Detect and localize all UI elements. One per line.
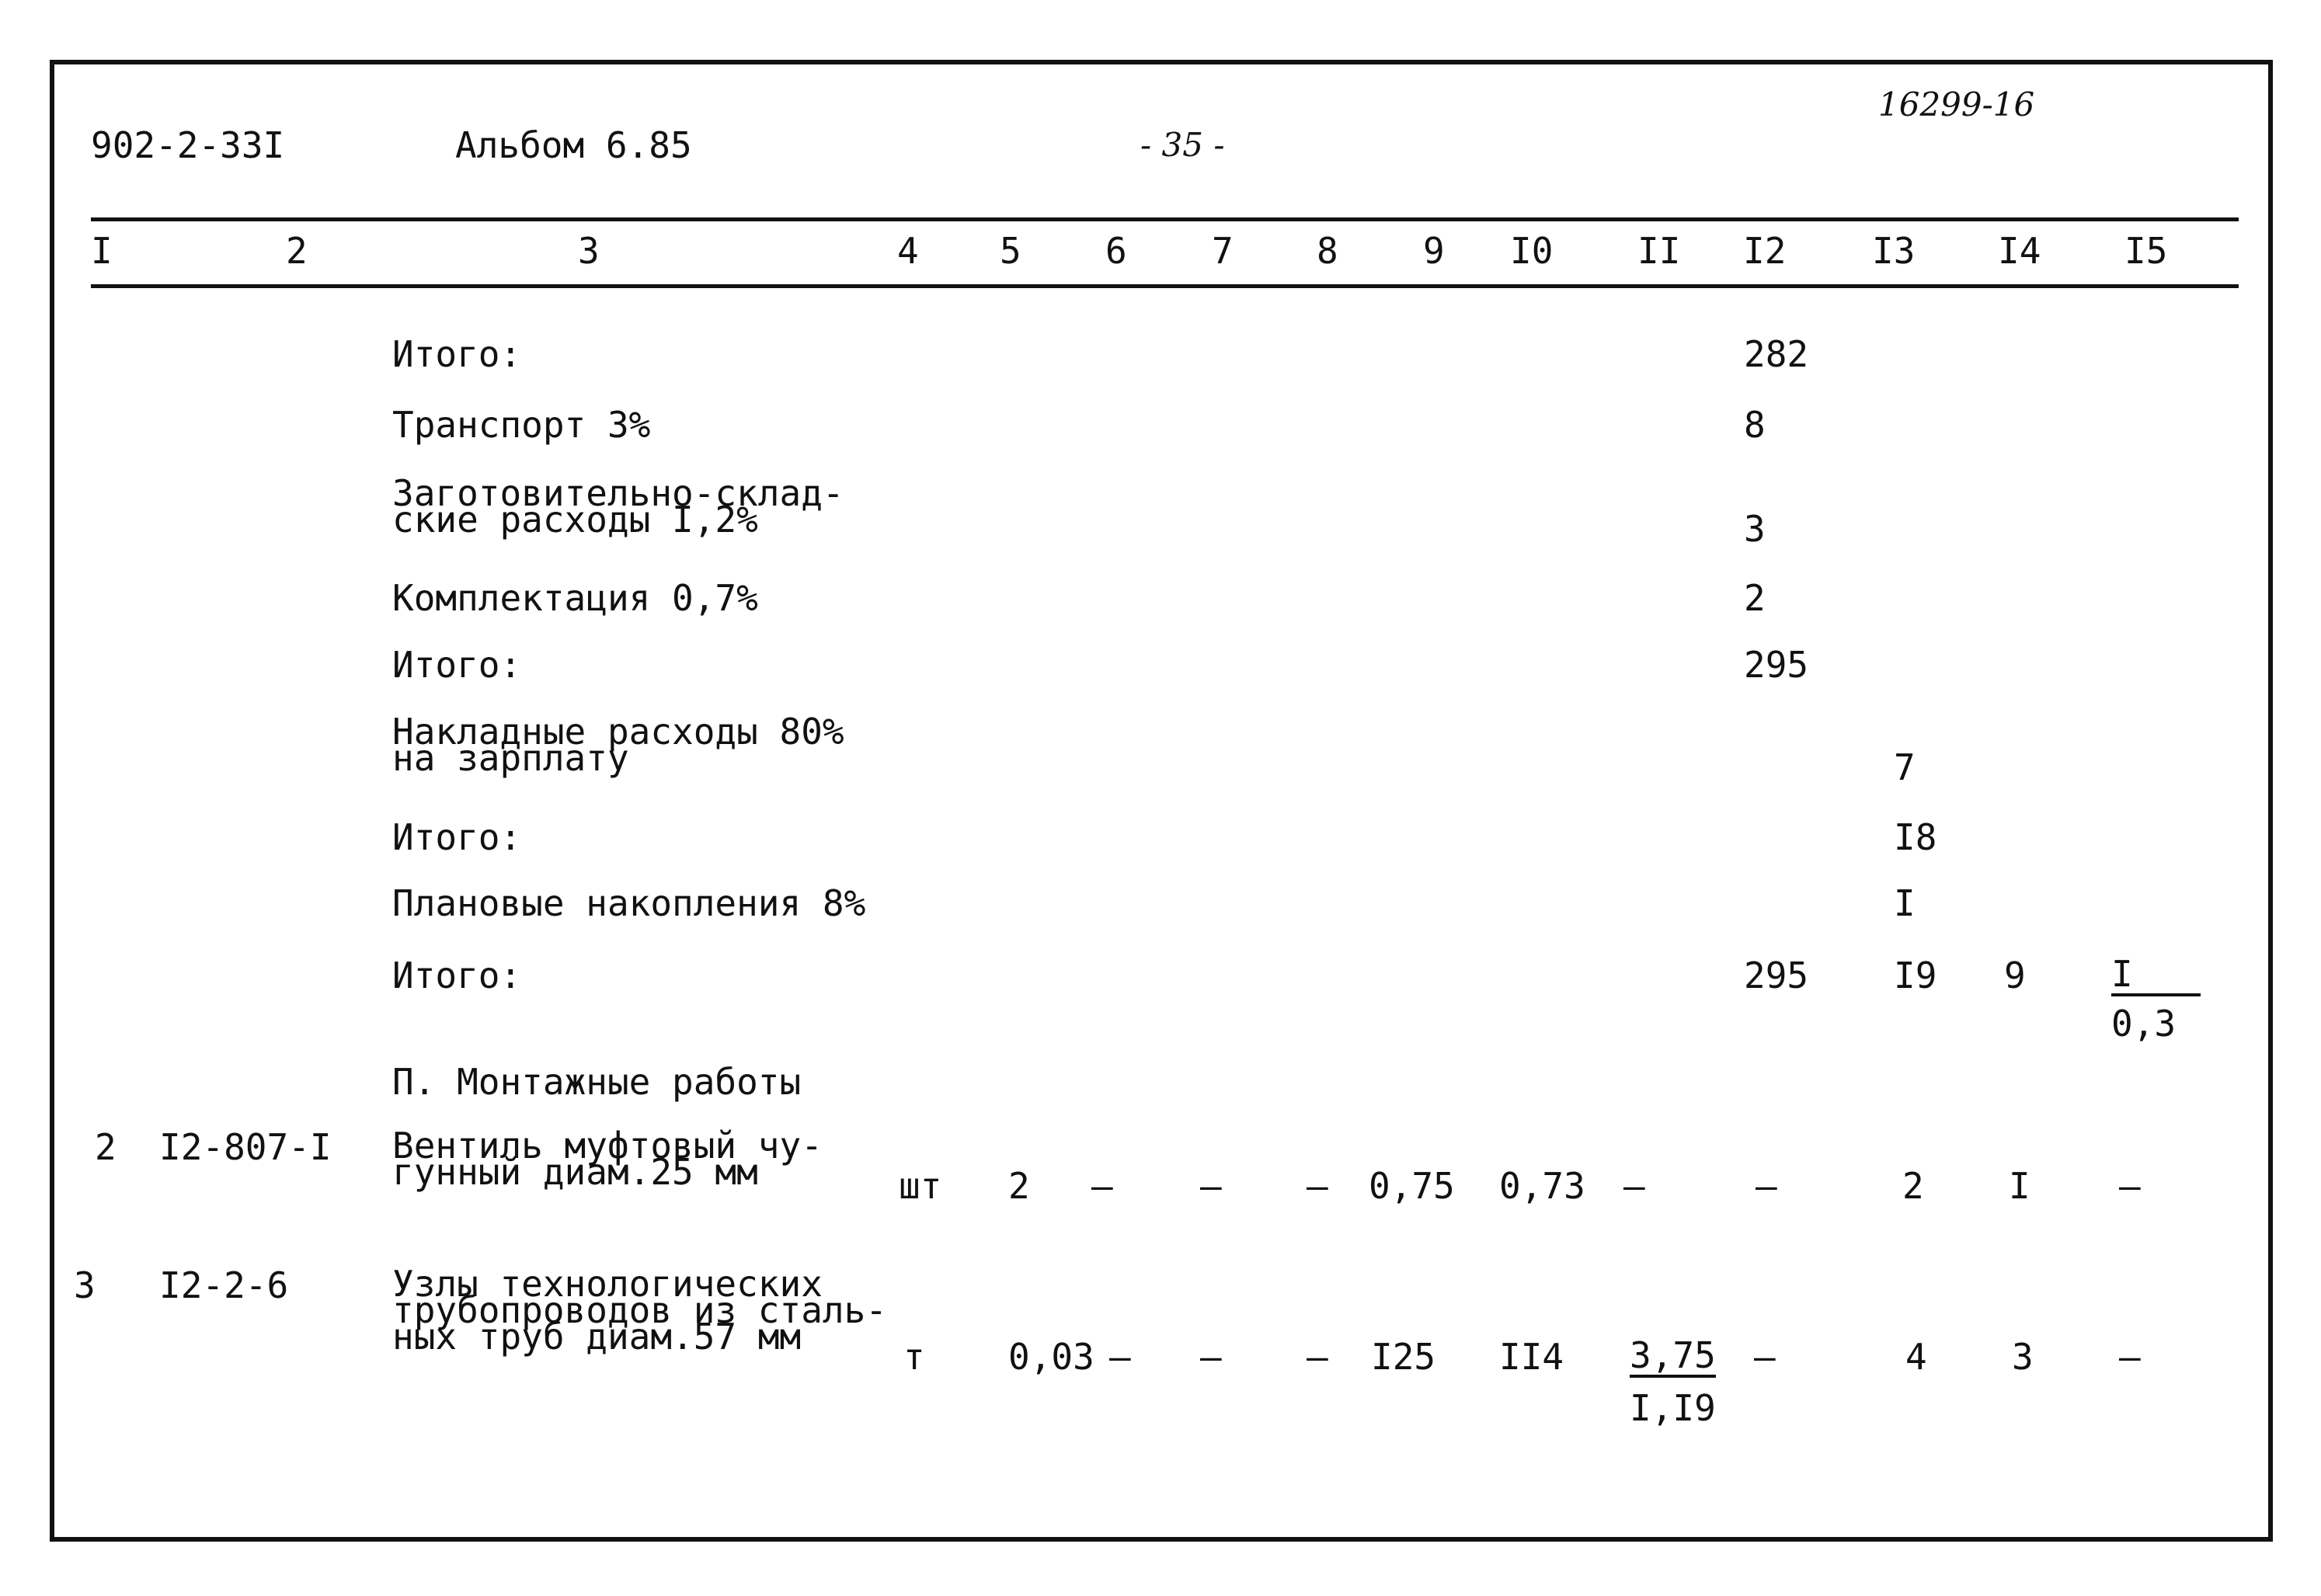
item-col11: – <box>1623 1165 1645 1207</box>
summary-value-col13: I9 <box>1894 954 1937 996</box>
summary-label: Итого: <box>392 816 522 858</box>
col-header-9: 9 <box>1423 230 1445 272</box>
summary-label: Заготовительно-склад- ские расходы I,2% <box>392 472 844 541</box>
summary-value-col12: 3 <box>1744 508 1766 550</box>
item-col9: I25 <box>1371 1336 1436 1378</box>
summary-label: Итого: <box>392 644 522 686</box>
item-number: 2 <box>95 1126 117 1168</box>
item-col13: 4 <box>1905 1336 1927 1378</box>
stamp-number: 16299-16 <box>1878 85 2035 123</box>
item-col15: – <box>2119 1336 2141 1378</box>
col-header-8: 8 <box>1317 230 1338 272</box>
summary-label: Итого: <box>392 954 522 996</box>
summary-label: Итого: <box>392 333 522 375</box>
item-col12: – <box>1756 1165 1777 1207</box>
item-col9: 0,75 <box>1369 1165 1455 1207</box>
col-header-7: 7 <box>1212 230 1234 272</box>
col-header-5: 5 <box>1000 230 1021 272</box>
item-col7: – <box>1200 1165 1222 1207</box>
item-col10: 0,73 <box>1499 1165 1585 1207</box>
item-number: 3 <box>74 1264 96 1306</box>
col-header-11: II <box>1637 230 1681 272</box>
item-col6: – <box>1091 1165 1113 1207</box>
doc-code: 902-2-33I <box>91 124 285 166</box>
album-label: Альбом 6.85 <box>455 124 692 166</box>
item-col7: – <box>1200 1336 1222 1378</box>
item-qty: 0,03 <box>1008 1336 1094 1378</box>
item-unit: шт <box>899 1165 942 1207</box>
fraction-numerator: I <box>2111 954 2201 996</box>
item-col12: – <box>1754 1336 1776 1378</box>
col-header-15: I5 <box>2124 230 2168 272</box>
header-bottom-rule <box>91 284 2239 288</box>
item-col8: – <box>1307 1336 1328 1378</box>
col-header-3: 3 <box>578 230 600 272</box>
col-header-2: 2 <box>286 230 308 272</box>
col-header-10: I0 <box>1510 230 1554 272</box>
fraction-numerator: 3,75 <box>1630 1334 1716 1376</box>
summary-value-col12: 8 <box>1744 404 1766 446</box>
summary-value-col12: 295 <box>1744 644 1809 686</box>
col-header-6: 6 <box>1105 230 1127 272</box>
fraction-denominator: 0,3 <box>2111 1003 2177 1045</box>
summary-value-col13: I8 <box>1894 816 1937 858</box>
item-col15: – <box>2119 1165 2141 1207</box>
section-title: П. Монтажные работы <box>392 1061 802 1103</box>
item-col14: I <box>2009 1165 2030 1207</box>
item-col13: 2 <box>1902 1165 1924 1207</box>
summary-label: Накладные расходы 80% на зарплату <box>392 711 844 779</box>
document-frame <box>50 60 2273 1542</box>
item-col8: – <box>1307 1165 1328 1207</box>
summary-value-col14: 9 <box>2004 954 2026 996</box>
summary-value-col12: 2 <box>1744 577 1766 619</box>
item-name: Узлы технологических трубопроводов из сталь- ных труб диам.57 мм <box>392 1263 887 1358</box>
page-number: - 35 - <box>1140 126 1225 164</box>
item-name: Вентиль муфтовый чу- гунный диам.25 мм <box>392 1125 823 1193</box>
summary-label: Плановые накопления 8% <box>392 882 866 924</box>
col-header-4: 4 <box>897 230 919 272</box>
col-header-14: I4 <box>1998 230 2041 272</box>
item-unit: т <box>903 1336 925 1378</box>
col-header-13: I3 <box>1872 230 1916 272</box>
item-qty: 2 <box>1008 1165 1030 1207</box>
summary-label: Транспорт 3% <box>392 404 651 446</box>
summary-value-col12: 295 <box>1744 954 1809 996</box>
summary-value-col13: 7 <box>1894 746 1916 788</box>
col-header-1: I <box>91 230 113 272</box>
item-code: I2-2-6 <box>159 1264 289 1306</box>
summary-value-col13: I <box>1894 882 1916 924</box>
item-col6: – <box>1109 1336 1131 1378</box>
summary-label: Комплектация 0,7% <box>392 577 758 619</box>
fraction-denominator: I,I9 <box>1630 1387 1716 1429</box>
item-col14: 3 <box>2012 1336 2034 1378</box>
col-header-12: I2 <box>1743 230 1787 272</box>
header-top-rule <box>91 217 2239 221</box>
item-col10: II4 <box>1499 1336 1564 1378</box>
summary-value-col12: 282 <box>1744 333 1809 375</box>
item-code: I2-807-I <box>159 1126 332 1168</box>
